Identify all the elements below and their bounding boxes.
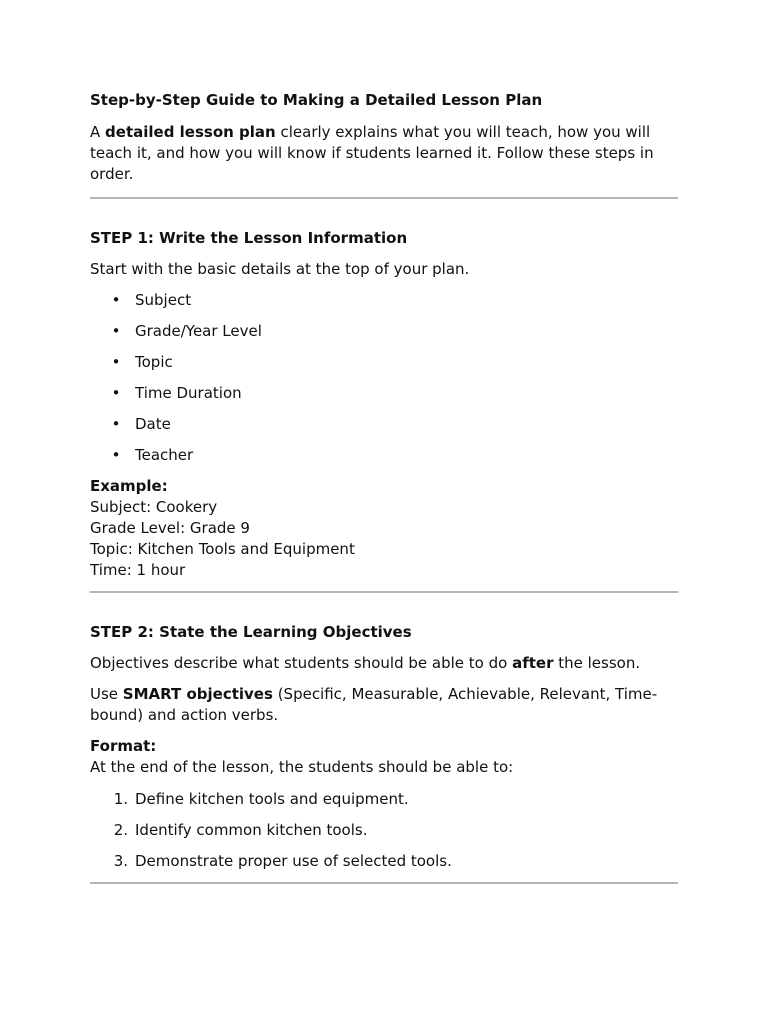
example-block [90, 476, 678, 581]
list-item-text: Subject [135, 291, 192, 309]
intro-paragraph [90, 122, 678, 185]
objectives-text-before: Objectives describe what students should be able to do [90, 654, 513, 672]
format-block [90, 736, 678, 778]
list-item-text: Teacher [135, 446, 194, 464]
step1-intro: Start with the basic details at the top of your plan. [90, 260, 470, 278]
intro-text-after: clearly explains what you will teach, how you will teach it, and how you will know if students learned it. Follow these steps in order. [90, 123, 654, 183]
list-item [90, 789, 678, 810]
bullet-icon: • [111, 446, 121, 464]
list-item [90, 445, 678, 466]
smart-paragraph [90, 684, 678, 726]
intro-bold-term: detailed lesson plan [105, 123, 276, 141]
list-item [90, 290, 678, 311]
list-item-text: Date [135, 415, 171, 433]
list-item [90, 321, 678, 342]
list-item-text: Define kitchen tools and equipment. [135, 790, 409, 808]
page-title: Step-by-Step Guide to Making a Detailed Lesson Plan [90, 91, 543, 109]
list-item-text: Grade/Year Level [135, 322, 262, 340]
bullet-icon: • [111, 322, 121, 340]
list-number: 1. [113, 790, 128, 808]
list-item [90, 820, 678, 841]
list-item [90, 383, 678, 404]
section-divider [90, 591, 678, 593]
example-line: Grade Level: Grade 9 [90, 519, 250, 537]
bullet-icon: • [111, 415, 121, 433]
smart-text-before: Use [90, 685, 123, 703]
bullet-icon: • [111, 384, 121, 402]
section-divider [90, 197, 678, 199]
example-line: Topic: Kitchen Tools and Equipment [90, 540, 355, 558]
example-line: Subject: Cookery [90, 498, 218, 516]
list-number: 3. [113, 852, 128, 870]
list-item [90, 851, 678, 872]
list-item-text: Identify common kitchen tools. [135, 821, 368, 839]
section-divider [90, 882, 678, 884]
objectives-description [90, 653, 678, 674]
list-item-text: Demonstrate proper use of selected tools. [135, 852, 452, 870]
step2-heading: STEP 2: State the Learning Objectives [90, 623, 412, 641]
list-item-text: Time Duration [135, 384, 242, 402]
list-item [90, 352, 678, 373]
example-label: Example: [90, 477, 168, 495]
objectives-text-after: the lesson. [553, 654, 641, 672]
list-number: 2. [113, 821, 128, 839]
list-item-text: Topic [135, 353, 173, 371]
list-item [90, 414, 678, 435]
objectives-bold-term: after [512, 654, 554, 672]
smart-bold-term: SMART objectives [122, 685, 273, 703]
objectives-list [90, 789, 678, 872]
bullet-icon: • [111, 353, 121, 371]
lesson-info-list [90, 290, 678, 466]
format-label: Format: [90, 737, 157, 755]
example-line: Time: 1 hour [90, 561, 186, 579]
intro-text-before: A [90, 123, 106, 141]
bullet-icon: • [111, 291, 121, 309]
format-text: At the end of the lesson, the students should be able to: [90, 758, 514, 776]
document-content [90, 90, 678, 884]
smart-text-after: (Specific, Measurable, Achievable, Relevant, Time-bound) and action verbs. [90, 685, 658, 724]
step1-heading: STEP 1: Write the Lesson Information [90, 229, 408, 247]
